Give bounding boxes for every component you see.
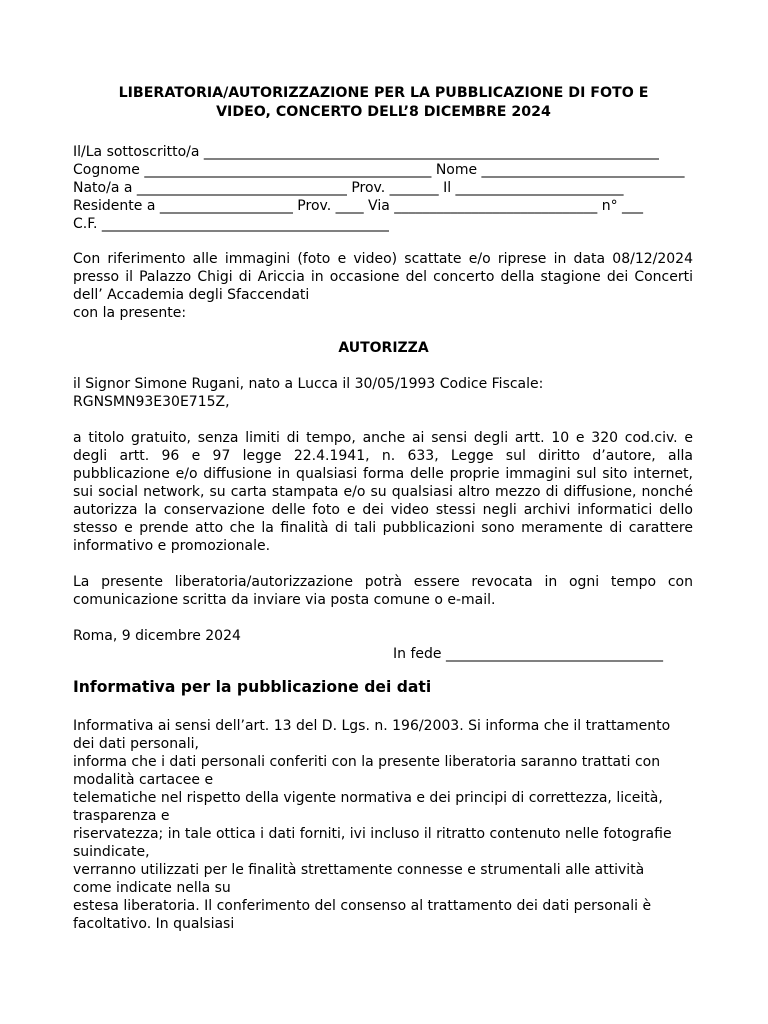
paragraph-line: comunicazione scritta da inviare via posta comune o e-mail. <box>73 592 496 608</box>
field-cognome-nome: Cognome _________________________________________ Nome _____________________________ <box>73 162 685 178</box>
autorizza-heading: AUTORIZZA <box>338 340 429 356</box>
paragraph-line: autorizza la conservazione delle foto e dei video stessi negli archivi informatici dello <box>73 502 693 518</box>
informativa-line: trasparenza e <box>73 808 170 824</box>
paragraph-line: informativo e promozionale. <box>73 538 271 554</box>
subject-paragraph <box>73 375 543 411</box>
informativa-line: suindicate, <box>73 844 150 860</box>
paragraph-line: con la presente: <box>73 305 187 321</box>
terms-paragraph <box>73 429 693 555</box>
informativa-line: telematiche nel rispetto della vigente normativa e dei principi di correttezza, liceità, <box>73 790 663 806</box>
informativa-line: dei dati personali, <box>73 736 199 752</box>
field-nascita: Nato/a a ______________________________ Prov. _______ Il ________________________ <box>73 180 624 196</box>
paragraph-line: stesso e prende atto che la finalità di tali pubblicazioni sono meramente di carattere <box>73 520 693 536</box>
informativa-line: modalità cartacee e <box>73 772 214 788</box>
paragraph-line: RGNSMN93E30E715Z, <box>73 394 230 410</box>
revocation-paragraph <box>73 573 693 609</box>
place-date: Roma, 9 dicembre 2024 <box>73 628 241 644</box>
informativa-heading: Informativa per la pubblicazione dei dati <box>73 678 432 696</box>
paragraph-line: presso il Palazzo Chigi di Ariccia in occasione del concerto della stagione dei Concerti <box>73 269 693 285</box>
paragraph-line: dell’ Accademia degli Sfaccendati <box>73 287 310 303</box>
field-sottoscritto: Il/La sottoscritto/a _________________________________________________________________ <box>73 144 659 160</box>
field-codice-fiscale: C.F. _________________________________________ <box>73 216 389 232</box>
reference-paragraph <box>73 250 693 322</box>
informativa-text <box>73 717 698 933</box>
paragraph-line: La presente liberatoria/autorizzazione potrà essere revocata in ogni tempo con <box>73 574 693 590</box>
paragraph-line: degli artt. 96 e 97 legge 22.4.1941, n. 633, Legge sul diritto d’autore, alla <box>73 448 693 464</box>
paragraph-line: il Signor Simone Rugani, nato a Lucca il 30/05/1993 Codice Fiscale: <box>73 376 544 392</box>
signature-line: In fede _______________________________ <box>393 646 663 662</box>
field-residenza: Residente a ___________________ Prov. ____ Via _____________________________ n° ___ <box>73 198 644 214</box>
informativa-line: estesa liberatoria. Il conferimento del consenso al trattamento dei dati personali è <box>73 898 652 914</box>
informativa-line: riservatezza; in tale ottica i dati forniti, ivi incluso il ritratto contenuto nelle fotografie <box>73 826 672 842</box>
informativa-line: facoltativo. In qualsiasi <box>73 916 235 932</box>
document-title <box>73 84 694 122</box>
paragraph-line: Con riferimento alle immagini (foto e video) scattate e/o riprese in data 08/12/2024 <box>73 251 693 267</box>
paragraph-line: a titolo gratuito, senza limiti di tempo, anche ai sensi degli artt. 10 e 320 cod.civ. e <box>73 430 693 446</box>
informativa-line: informa che i dati personali conferiti con la presente liberatoria saranno trattati con <box>73 754 661 770</box>
paragraph-line: pubblicazione e/o diffusione in qualsiasi forma delle proprie immagini sul sito internet, <box>73 466 693 482</box>
paragraph-line: sui social network, su carta stampata e/o su qualsiasi altro mezzo di diffusione, nonché <box>73 484 693 500</box>
personal-data-fields <box>73 143 685 233</box>
informativa-line: come indicate nella su <box>73 880 231 896</box>
informativa-line: Informativa ai sensi dell’art. 13 del D. Lgs. n. 196/2003. Si informa che il trattamento <box>73 718 671 734</box>
informativa-line: verranno utilizzati per le finalità strettamente connesse e strumentali alle attività <box>73 862 645 878</box>
title-line: LIBERATORIA/AUTORIZZAZIONE PER LA PUBBLICAZIONE DI FOTO E <box>118 85 649 101</box>
title-line: VIDEO, CONCERTO DELL’8 DICEMBRE 2024 <box>216 104 551 120</box>
